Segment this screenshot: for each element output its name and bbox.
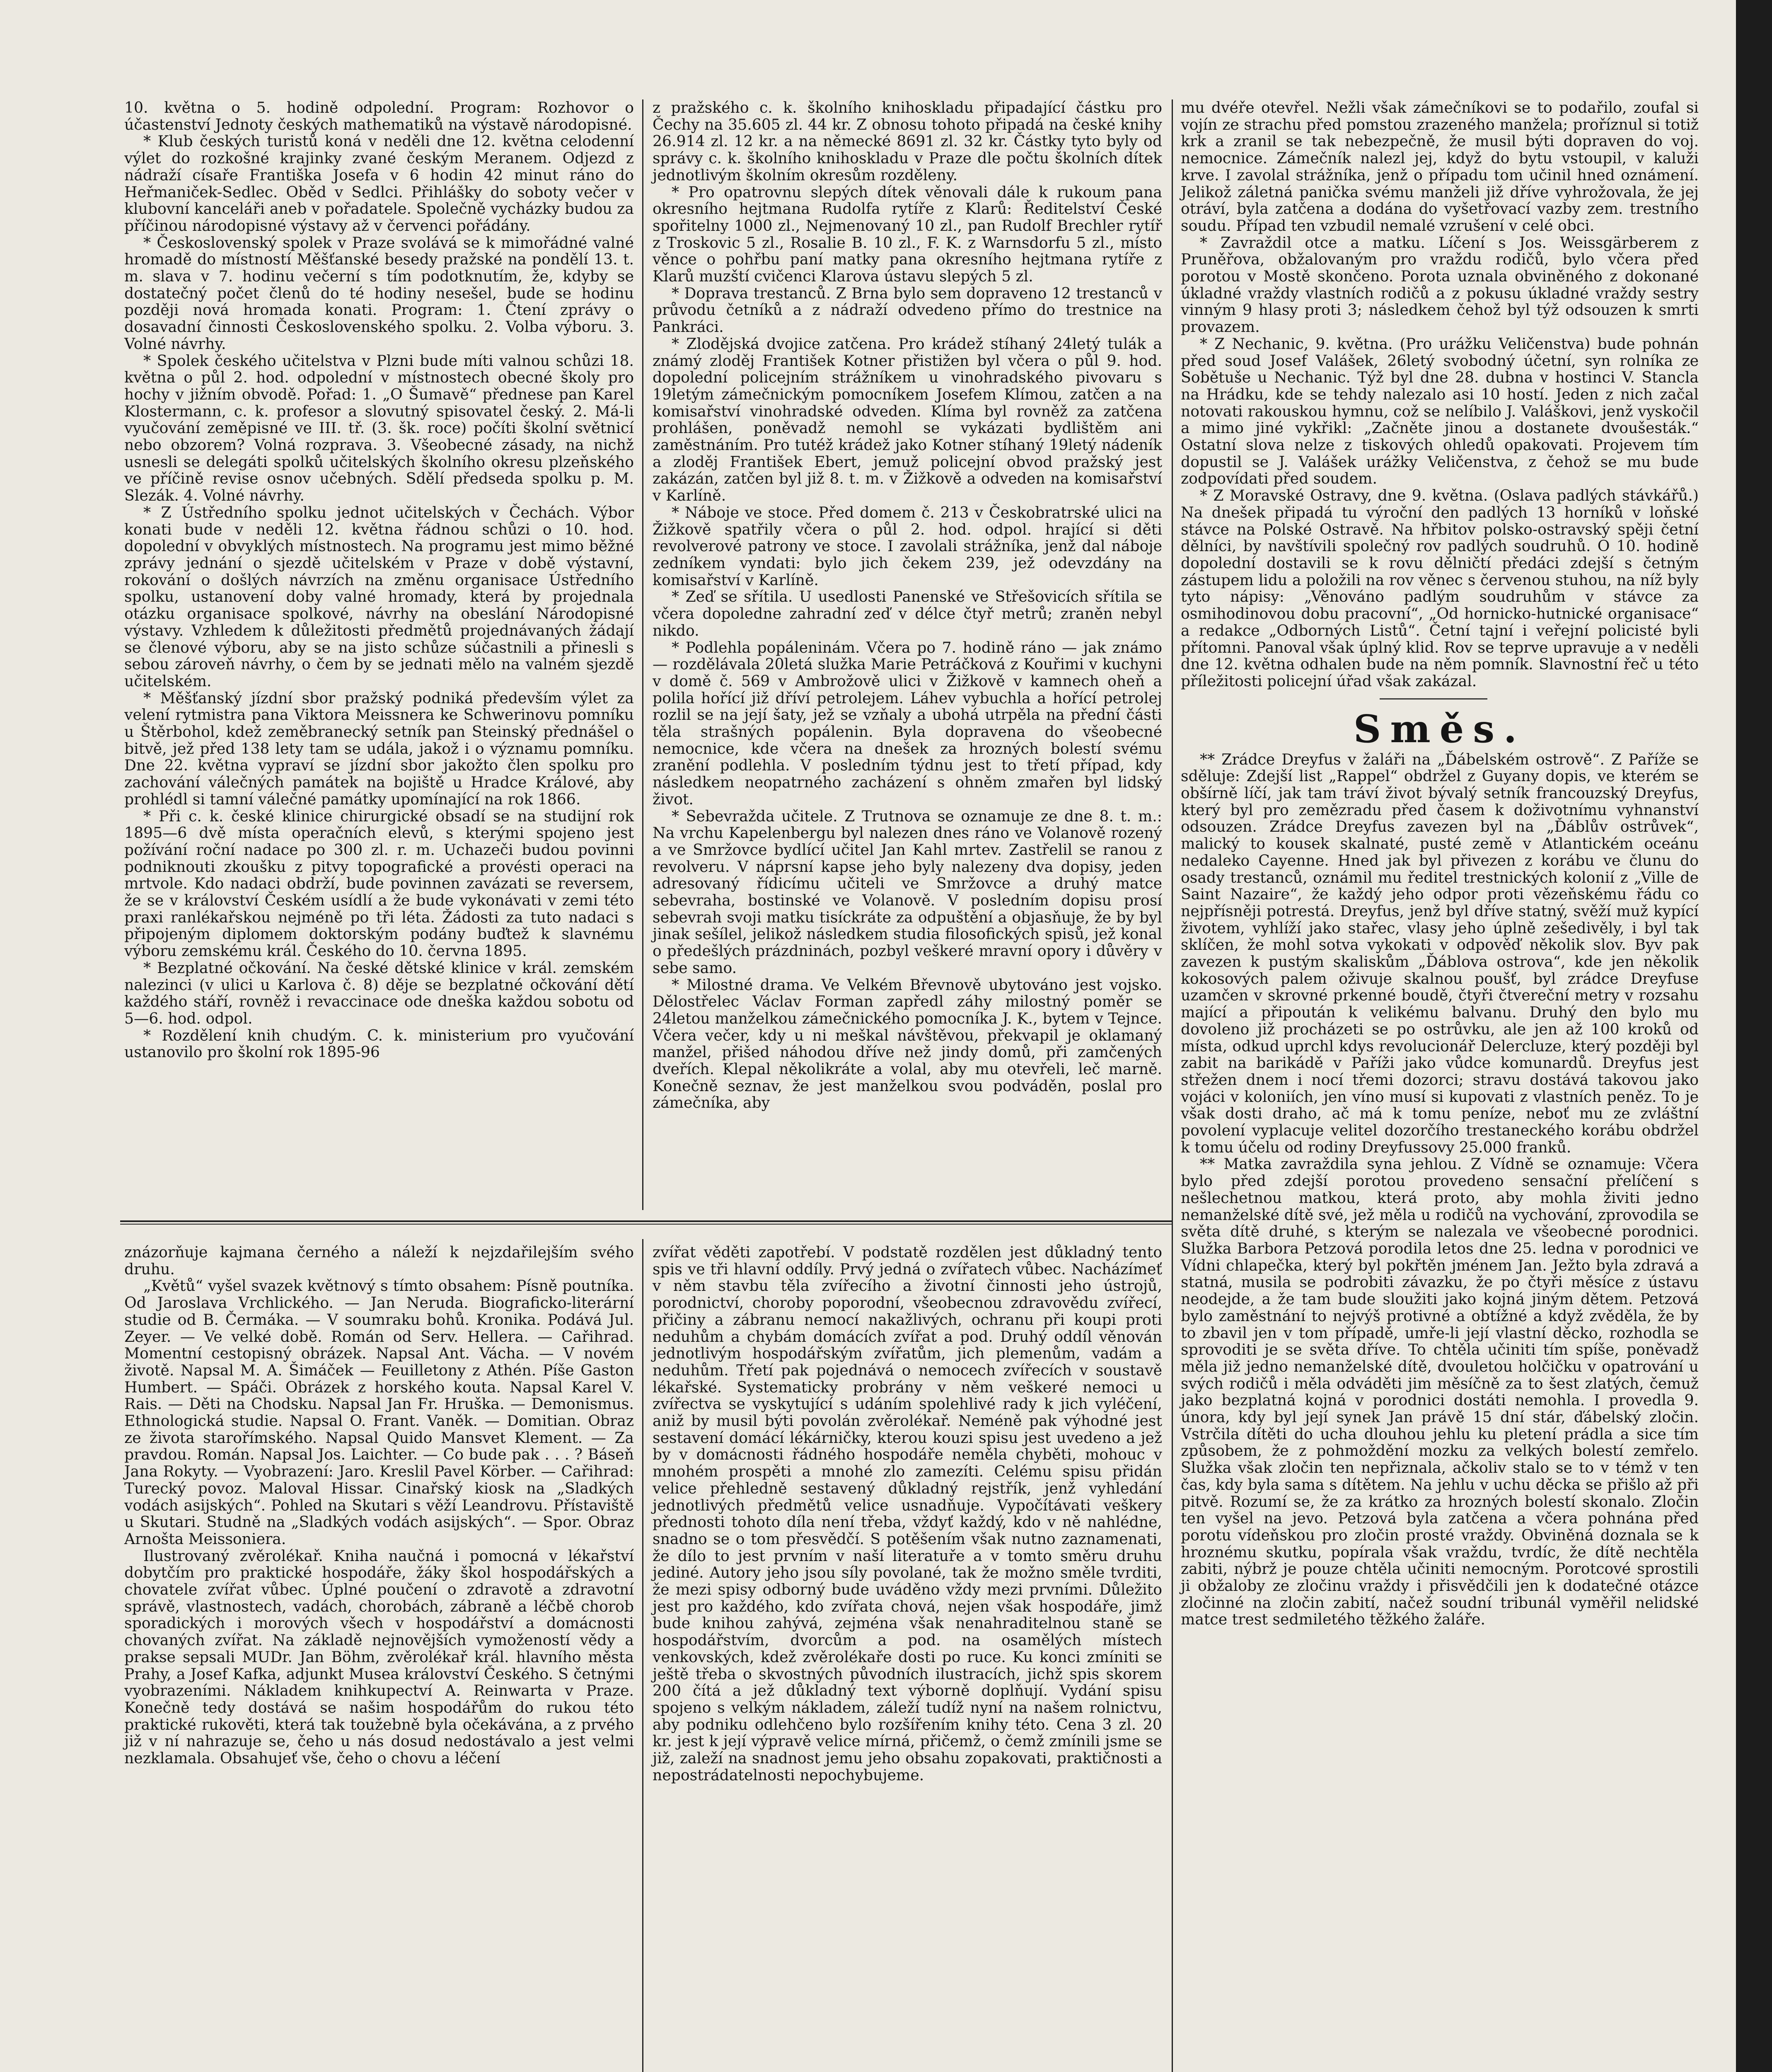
article: ** Matka zavraždila syna jehlou. Z Vídně se oznamuje: Včera bylo před zdejší porotou provedeno sensační přelíčení s nešlechetnou matkou, která proto, aby mohla živiti jedno nemanželské dítě své, jež měla u rodičů na vychování, zprovodila se světa dítě druhé, s kterým se nalezala ve všeobecné porodnici. Služka Barbora Petzová porodila letos dne 25. ledna v porodnici ve Vídni chlapečka, který byl pokřtěn jménem Jan. Ježto byla zdravá a statná, musila se podrobiti závazku, že po čtyři měsíce z ústavu neodejde, a že tam bude sloužiti jako kojná jiným dětem. Petzová bylo zaměstnání to nejvýš protivné a obtížné a když zvěděla, že by to zbavil jen v tom případě, umře-li její vlastní děcko, rozhodla se sprovoditi je se světa dříve. To chtěla učiniti tím spíše, poněvadž měla již jedno nemanželské dítě, dvouletou holčičku v opatrování u svých rodičů i měla odváděti jim měsíčně za to šest zlatých, čemuž jako bezplatná kojná v porodnici dostáti nemohla. I provedla 9. února, kdy byl její synek Jan právě 15 dní stár, ďábelský zločin. Vstrčila dítěti do ucha dlouhou jehlu ku pletení prádla a sice tím způsobem, že z pohmoždění mozku za velkých bolestí zemřelo. Služka však zločin ten nepřiznala, ačkoliv stalo se to v témž v ten čas, kdy byla sama s dítětem. Na jehlu v uchu děcka se přišlo až při pitvě. Rozumí se, že za krátko za hrozných bolestí skonalo. Zločin ten vyšel na jevo. Petzová byla zatčena a včera pohnána před porotu vídeňskou pro zločin prosté vraždy. Obviněná doznala se k hroznému skutku, popírala však vraždu, tvrdíc, že dítě nechtěla zabiti, nýbrž je pouze chtěla učiniti nemocným. Porotcové sprostili ji obžaloby ze zločinu vraždy i přisvědčili jen k dodatečné otázce zločinné na zločin zabití, načež soudní tribunál vyměřil nelidské matce trest sedmiletého těžkého žaláře. (1181, 1155, 1699, 1629)
section-divider (1181, 690, 1699, 707)
article: 10. května o 5. hodině odpolední. Program: Rozhovor o účastenství Jednoty českých mathematiků na výstavě národopisné. (124, 99, 634, 133)
article: zvířat věděti zapotřebí. V podstatě rozdělen jest důkladný tento spis ve tři hlavní oddíly. Prvý jedná o zvířatech vůbec. Nacházímeť v něm stavbu těla zvířecího a životní činnosti jeho ústrojů, porodnictví, choroby poporodní, všeobecnou zdravovědu zvířecí, přičiny a zábranu nemocí nakažlivých, ochranu při koupi proti neduhům a chybám domácích zvířat a pod. Druhý oddíl věnován jednotlivým hospodářským zvířatům, jich plemenům, vadám a neduhům. Třetí pak pojednává o nemocech zvířecích v soustavě lékařské. Systematicky probrány v něm veškeré nemoci u zvířectva se vyskytující s udáním spolehlivé rady k jich vyléčení, aniž by musil býti povolán zvěrolékař. Neméně pak výhodné jest sestavení domácí lékárničky, kterou kouzi spisu jest uvedeno a jež by v domácnosti řádného hospodáře neměla chyběti, mohouc v mnohém prospěti a mnohé zlo zamezíti. Celému spisu přidán velice přehledně sestavený důkladný rejstřík, jenž vyhledání jednotlivých předmětů velice usnadňuje. Vypočítávati veškery přednosti tohoto díla není třeba, vždyť každý, kdo v ně nahlédne, snadno se o tom přesvědčí. S potěšením však nutno zaznamenati, že dílo to jest prvním v naší literatuře a v tomto směru druhu jediné. Autory jeho jsou síly povolané, tak že možno směle tvrditi, že mezi spisy odborný bude uváděno vždy mezi prvními. Důležito jest pro každého, kdo zvířata chová, nejen však hospodáře, jimž bude knihou zahývá, zejména však nenahraditelnou staně se hospodářstvím, dvorcům a pod. na osamělých místech venkovských, kdež zvěrolékaře dosti po ruce. Ku konci zmíniti se ještě třeba o skvostných původních ilustracích, jichž spis skorem 200 čítá a jež důkladný text výborně doplňují. Vydání spisu spojeno s velkým nákladem, záleží tudíž nyní na našem rolnictvu, aby podniku odlehčeno bylo rozšířením knihy této. Cena 3 zl. 20 kr. jest k její výpravě velice mírná, přičemž, o čemž zmínili jsme se již, zaleží na snadnost jemu jeho obsahu zopakovati, praktičnosti a nepostrádatelnosti nepochybujeme. (653, 1243, 1162, 1784)
article: * Náboje ve stoce. Před domem č. 213 v Českobratrské ulici na Žižkově spatřily včera o půl 2. hod. odpol. hrající si děti revolverové patrony ve stoce. I zavolali strážníka, jenž dal náboje zedníkem vyndati: bylo jich čekem 239, jež odevzdány na komisařství v Karlíně. (653, 503, 1162, 589)
feuilleton-column-2 (653, 1244, 1162, 2072)
article: ** Zrádce Dreyfus v žaláři na „Ďábelském ostrově“. Z Paříže se sděluje: Zdejší list „Rappel“ obdržel z Guyany dopis, ve kterém se obšírně líčí, jak tam tráví život bývalý setník francouzský Dreyfus, který byl pro zemězradu před časem k doživotnímu vyhnanství odsouzen. Zrádce Dreyfus zavezen byl na „Ďáblův ostrůvek“, malický to kousek skalnaté, pusté země v Atlantickém oceánu nedaleko Cayenne. Hned jak byl přivezen z korábu ve člunu do osady trestanců, oznámil mu ředitel trestnických kolonií z „Ville de Saint Nazaire“, že každý jeho odpor proti vězeňskému řádu co nejpřísněji potrestá. Dreyfus, jenž byl dříve statný, svěží muž kypící životem, vyhlíží jako stařec, vlasy jeho úplně zešedivěly, i byl tak sklíčen, že mohl sotva vykokati v odpověď několik slov. Byv pak zavezen k pustým skaliskům „Ďáblova ostrova“, kde jen několik kokosových palem oživuje skalnou poušť, byl zrádce Dreyfuse uzamčen v skrovné prkenné boudě, čtyři čtvereční metry v rozsahu mající a připoután k velikému balvanu. Druhý den bylo mu dovoleno již procházeti se po ostrůvku, ale jen až 100 kroků od místa, odkud uprchl kdys revolucionář Delercluze, který později byl zabit na barikádě v Paříži jako vůdce komunardů. Dreyfus jest střežen dnem i nocí třemi dozorci; stravu dostává takovou jako vojáci v koloniích, jen víno musí si kupovati z vlastních peněz. To je však dosti draho, ač má k tomu peníze, neboť mu ze zvláštní povolení vyplacuje velitel dozorčího trestaneckého korábu obdržel k tomu účelu od rodiny Dreyfussovy 25.000 franků. (1181, 750, 1699, 1156)
article: * Zavraždil otce a matku. Líčení s Jos. Weissgärberem z Pruněřova, obžalovaným pro vraždu rodičů, bylo včera před porotou v Mostě skončeno. Porota uznala obviněného z dokonané úkladné vraždy vlastních rodičů a z pokusu úkladné vraždy sestry vinným 9 hlasy proti 3; následkem čehož byl týž odsouzen k smrti provazem. (1181, 233, 1699, 336)
article: * Doprava trestanců. Z Brna bylo sem dopraveno 12 trestanců v průvodu četníků a z nádraží odvedeno přímo do trestnice na Pankráci. (653, 284, 1162, 336)
column-rule (1172, 99, 1173, 2072)
column-rule (642, 1239, 643, 2072)
article: * Při c. k. české klinice chirurgické obsadí se na studijní rok 1895—6 dvě místa operačních elevů, s kterými spojeno jest požívání roční nadace po 300 zl. r. m. Uchazeči budou povinni podniknouti zkoušku z pitvy topografické a provésti operaci na mrtvole. Kdo nadaci obdrží, bude povinnen zavázati se reversem, že se v království Českém usídlí a že bude vykonávati v zemi této praxi ranlékařskou nejméně po tři léta. Žádosti za tuto nadaci s připojeným diplomem doktorským podány buďtež k slavnému výboru zemskému král. Českého do 10. června 1895. (124, 807, 634, 960)
column-3 (1181, 99, 1699, 1629)
column-rule (642, 99, 643, 1210)
article: * Měšťanský jízdní sbor pražský podniká především výlet za velení rytmistra pana Viktora Meissnera ke Schwerinovu pomníku u Štěrbohol, kdež zeměbranecký setník pan Steinský přednášel o bitvě, jež před 138 lety tam se udála, jakož i o významu pomníku. Dne 22. května vypraví se jízdní sbor jakožto člen spolku pro zachování válečných památek na bojiště u Hradce Králové, aby prohlédl si tamní válečné památky upomínající na rok 1866. (124, 689, 634, 808)
article: Ilustrovaný zvěrolékař. Kniha naučná i pomocná v lékařství dobytčím pro praktické hospodáře, žáky škol hospodářských a chovatele zvířat vůbec. Úplné poučení o zdravotě a zdravotní správě, vlastnostech, vadách, chorobách, zábraně a léčbě chorob sporadických i morových všech v hospodářství a domácnosti chovaných zvířat. Na základě nejnovějších vymožeností vědy a prakse sepsali MUDr. Jan Böhm, zvěrolékař král. hlavního města Prahy, a Josef Kafka, adjunkt Musea království Českého. S četnými vyobrazeními. Nákladem knihkupectví A. Reinwarta v Praze. Konečně tedy dostává se našim hospodářům do rukou této praktické rukověti, která tak toužebně byla očekávána, a z prvého již v ní nahrazuje se, čeho u nás dosud nedostávalo a jest velmi nezklamala. Obsahujeť vše, čeho o chovu a léčení (124, 1547, 634, 1767)
article: * Z Moravské Ostravy, dne 9. května. (Oslava padlých stávkářů.) Na dnešek připadá tu výroční den padlých 13 horníků v loňské stávce na Polské Ostravě. Na hřbitov polsko-ostravský spěji četní dělníci, by navštívili společný rov padlých soudruhů. O 10. hodině dopolední dostavili se k rovu dělničtí předáci zdejší s četným zástupem lidu a položili na rov věnec s červenou stuhou, na níž byly tyto nápisy: „Věnováno padlým soudruhům v stávce za osmihodinovou dobu pracovní“, „Od hornicko-hutnické organisace“ a redakce „Odborných Listů“. Četní tajní i veřejní policisté byli přítomni. Panoval však úplný klid. Rov se teprve upravuje a v neděli dne 12. května odhalen bude na něm pomník. Slavnostní řeč u této příležitosti policejní úřad však zakázal. (1181, 487, 1699, 690)
article: * Podlehla popáleninám. Včera po 7. hodině ráno — jak známo — rozdělávala 20letá služka Marie Petráčková z Kouřimi v kuchyni v domě č. 569 v Ambrožově ulici v Žižkově v kamnech oheň a polila hořící již dříví petrolejem. Láhev vybuchla a hořící petrolej rozlil se na její šaty, jež se vzňaly a ubohá utrpěla na přední části těla strašných popálenin. Byla dopravena do všeobecné nemocnice, kde včera na dnešek za hrozných bolestí svému zranění podlehla. V posledním týdnu jest to třetí případ, kdy následkem neopatrného zacházení s ohněm zmařen byl lidský život. (653, 638, 1162, 808)
article: mu dvéře otevřel. Nežli však zámečníkovi se to podařilo, zoufal si vojín ze strachu před pomstou zrazeného manžela; proříznul si totiž krk a zranil se tak nebezpečně, že musil býti dopraven do voj. nemocnice. Zámečník nalezl jej, když do bytu vstoupil, v kaluži krve. I zavolal strážníka, jenž o případu tom učinil hned oznámení. Jelikož záletná panička svému manželi již dříve vyhrožovala, že jej otráví, byla zatčena a dodána do vyšetřovací vazby zem. trestního soudu. Případ ten vzbudil nemalé vzrušení v celé obci. (1181, 99, 1699, 235)
article: * Spolek českého učitelstva v Plzni bude míti valnou schůzi 18. května o půl 2. hod. odpolední v místnostech obecné školy pro hochy v jižním obvodě. Pořad: 1. „O Šumavě“ přednese pan Karel Klostermann, c. k. profesor a slovutný spisovatel český. 2. Má-li vyučování zeměpisné ve III. tř. (3. šk. roce) počíti školní světnicí nebo obzorem? Volná rozprava. 3. Všeobecné zásady, na nichž usnesli se delegáti spolků učitelských školního okresu plzeňského ve příčině revise osnov učebných. Sdělí předseda spolku p. M. Slezák. 4. Volné návrhy. (124, 351, 634, 505)
article: znázorňuje kajmana černého a náleží k nejzdařilejším svého druhu. (124, 1243, 634, 1278)
article: * Pro opatrovnu slepých dítek věnovali dále k rukoum pana okresního hejtmana Rudolfa rytíře z Klarů: Ředitelství České spořitelny 1000 zl., Nejmenovaný 10 zl., pan Rudolf Brechler rytíř z Troskovic 5 zl., Rosalie B. 10 zl., F. K. z Warnsdorfu 5 zl., místo věnce o pohřbu paní matky pana okresního hejtmana rytíře z Klarů muzští cvičenci Klarova ústavu slepých 5 zl. (653, 183, 1162, 286)
article: * Zlodějská dvojice zatčena. Pro krádež stíhaný 24letý tulák a známý zloděj František Kotner přistižen byl včera o půl 9. hod. dopolední policejním strážníkem u vinohradského pivovaru s 19letým zámečnickým pomocníkem Josefem Klímou, zatčen a na komisařství vinohradské odveden. Klíma byl rovněž za zatčena prohlášen, poněvadž nemohl se vykázati bydlištěm ani zaměstnáním. Pro tutéž krádež jako Kotner stíhaný 19letý nádeník a zloděj František Ebert, jemuž policejní obvod pražský jest zakázán, zatčen byl již 8. t. m. v Žižkově a odveden na komisařství v Karlíně. (653, 334, 1162, 505)
section-heading-smes: Směs. (1353, 706, 1526, 751)
feuilleton-rule (120, 1220, 1172, 1222)
article: * Klub českých turistů koná v neděli dne 12. května celodenní výlet do rozkošné krajinky zvané českým Meranem. Odjezd z nádraží císaře Františka Josefa v 6 hodin 42 minut ráno do Heřmaniček-Sedlec. Oběd v Sedlci. Přihlášky do soboty večer v klubovní kanceláři aneb v pořadatele. Společně vycházky budou za příčinou národopisné výstavy až v červenci pořádány. (124, 132, 634, 235)
scan-edge (1736, 0, 1772, 2072)
article: z pražského c. k. školního knihoskladu připadající částku pro Čechy na 35.605 zl. 44 kr. Z obnosu tohoto připadá na české knihy 26.914 zl. 12 kr. a na německé 8691 zl. 32 kr. Částky tyto byly od správy c. k. školního knihoskladu v Praze dle počtu školních dítek jednotlivým školním okresům rozděleny. (653, 99, 1162, 184)
article: * Z Ústředního spolku jednot učitelských v Čechách. Výbor konati bude v neděli 12. května řádnou schůzi o 10. hod. dopolední v obvyklých místnostech. Na programu jest mimo běžné zprávy jednání o sjezdě učitelském v Praze v době výstavní, rokování o došlých návrzích na změnu organisace Ústředního spolku, ustanovení doby valné hromady, která by projednala otázku organisace spolkové, návrhy na obeslání Národopisné výstavy. Vzhledem k důležitosti předmětů projednávaných žádají se členové výboru, aby se na jisto schůze súčastnili a přinesli s sebou zároveň návrhy, o čem by se jednati mělo na valném sjezdě učitelském. (124, 503, 634, 690)
article: * Z Nechanic, 9. května. (Pro urážku Veličenstva) bude pohnán před soud Josef Valášek, 26letý svobodný účetní, syn rolníka ze Sobětuše u Nechanic. Týž byl dne 28. dubna v hostinci V. Stancla na Hrádku, kde se tehdy nalezalo asi 10 hostí. Jeden z nich začal notovati rakouskou hymnu, což se nelíbilo J. Valáškovi, jenž vyskočil a mimo jiné vykřikl: „Začněte jinou a dostanete dvoušesták.“ Ostatní slova nelze z tiskových ohledů opakovati. Projevem tím dopustil se J. Valášek urážky Veličenstva, z čehož se mu bude zodpovídati před soudem. (1181, 334, 1699, 488)
column-1 (124, 99, 634, 1212)
article: „Květů“ vyšel svazek květnový s tímto obsahem: Písně poutníka. Od Jaroslava Vrchlického. — Jan Neruda. Biograficko-literární studie od B. Čermáka. — V soumraku bohů. Kronika. Podává Jul. Zeyer. — Ve velké době. Román od Serv. Hellera. — Cařihrad. Momentní cestopisný obrázek. Napsal Ant. Vácha. — V novém životě. Napsal M. A. Šimáček — Feuilletony z Athén. Píše Gaston Humbert. — Spáči. Obrázek z horského kouta. Napsal Karel V. Rais. — Děti na Chodsku. Napsal Jan Fr. Hruška. — Demonismus. Ethnologická studie. Napsal O. Frant. Vaněk. — Domitian. Obraz ze života starořímského. Napsal Quido Mansvet Klement. — Za pravdou. Román. Napsal Jos. Laichter. — Co bude pak . . . ? Báseň Jana Rokyty. — Vyobrazení: Jaro. Kreslil Pavel Körber. — Cařihrad: Turecký povoz. Maloval Hissar. Cinařský kiosk na „Sladkých vodách asijských“. Pohled na Skutari s věží Leandrovu. Přístaviště u Skutari. Studně na „Sladkých vodách asijských“. — Spor. Obraz Arnošta Meissoniera. (124, 1277, 634, 1548)
feuilleton-rule (120, 1224, 1172, 1225)
article: * Bezplatné očkování. Na české dětské klinice v král. zemském nalezinci (v ulici u Karlova č. 8) děje se bezplatné očkování dětí každého stáří, rovněž i revaccinace ode dneška každou sobotu od 5—6. hod. odpol. (124, 959, 634, 1027)
article: * Sebevražda učitele. Z Trutnova se oznamuje ze dne 8. t. m.: Na vrchu Kapelenbergu byl nalezen dnes ráno ve Volanově rozený a ve Smržovce bydlící učitel Jan Kahl mrtev. Zastřelil se ranou z revolveru. V náprsní kapse jeho byly nalezeny dva dopisy, jeden adresovaný řídicímu učiteli ve Smržovce a druhý matce sebevraha, bostinské ve Volanově. V posledním dopisu prosí sebevrah svoji matku tisíckráte za odpuštění a objasňuje, že by byl jinak sešílel, jelikož následkem studia filosofických spisů, jež konal o předešlých prázdninách, pozbyl veškeré mravní opory i důvěry v sebe samo. (653, 807, 1162, 977)
column-2 (653, 99, 1162, 1210)
article: * Rozdělení knih chudým. C. k. ministerium pro vyučování ustanovilo pro školní rok 1895-96 (124, 1026, 634, 1061)
feuilleton-column-1 (124, 1244, 634, 2072)
article: * Československý spolek v Praze svolává se k mimořádné valné hromadě do místností Měšťanské besedy pražské na pondělí 13. t. m. slava v 7. hodinu večerní s tím podotknutím, že, kdyby se dostatečný počet členů do té hodiny nesešel, bude se hodinu později nová hromada konati. Program: 1. Čtení zprávy o dosavadní činnosti Československého spolku. 2. Volba výboru. 3. Volné návrhy. (124, 233, 634, 353)
article: * Zeď se sřítila. U usedlosti Panenské ve Střešovicích sřítila se včera dopoledne zahradní zeď v délce čtyř metrů; zraněn nebyl nikdo. (653, 588, 1162, 639)
article: * Milostné drama. Ve Velkém Břevnově ubytováno jest vojsko. Dělostřelec Václav Forman zapředl záhy milostný poměr se 24letou manželkou zámečnického pomocníka J. K., bytem v Tejnce. Včera večer, kdy u ni meškal návštěvou, překvapil je oklamaný manžel, přišed náhodou dříve než jindy domů, při zamčených dveřích. Klepal několikráte a volal, aby mu otevřeli, leč marně. Konečně seznav, že jest manželkou svou podváděn, poslal pro zámečníka, aby (653, 975, 1162, 1112)
